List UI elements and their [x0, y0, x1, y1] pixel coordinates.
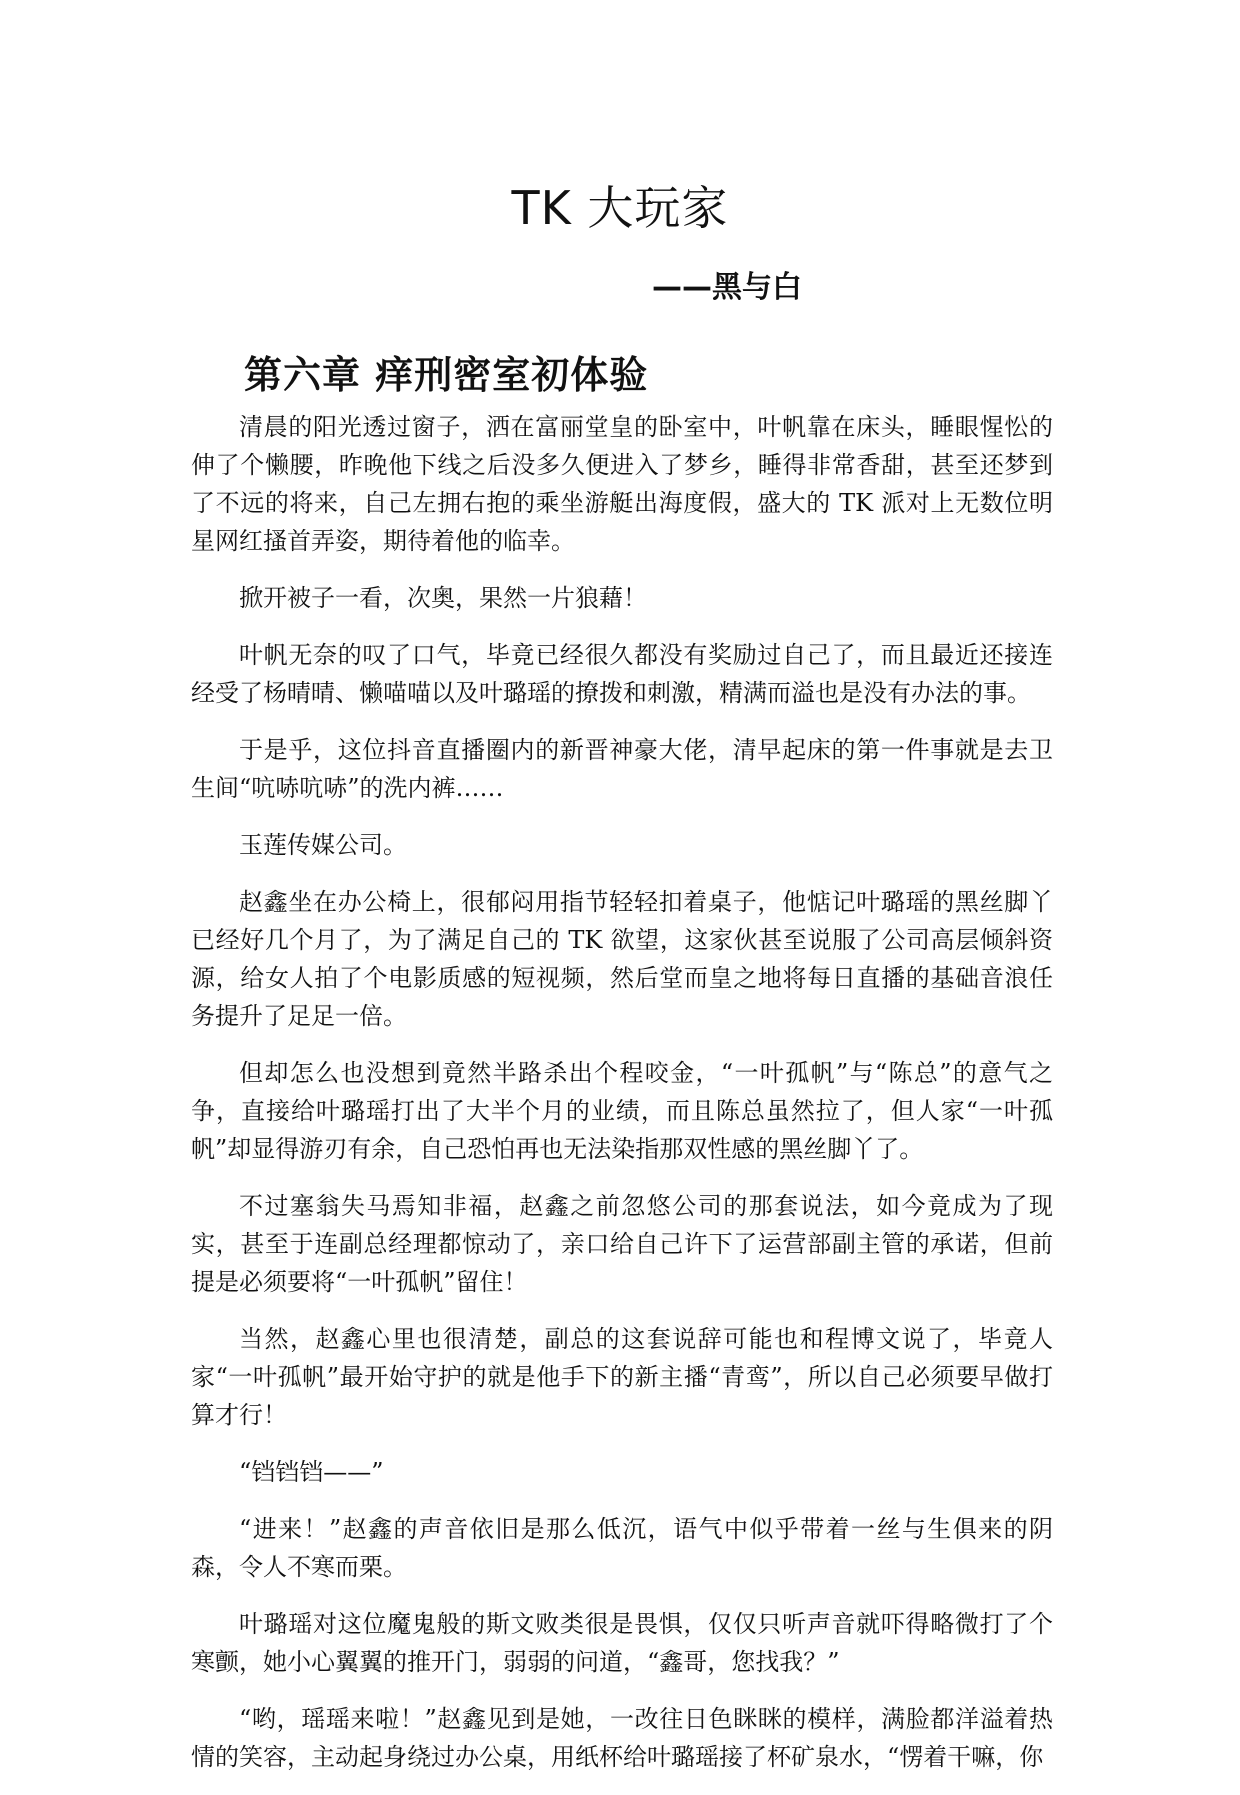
paragraph: 于是乎，这位抖音直播圈内的新晋神豪大佬，清早起床的第一件事就是去卫生间“吭哧吭哧”的洗内裤…… [191, 736, 1053, 802]
paragraph: 不过塞翁失马焉知非福，赵鑫之前忽悠公司的那套说法，如今竟成为了现实，甚至于连副总经理都惊动了，亲口给自己许下了运营部副主管的承诺，但前提是必须要将“一叶孤帆”留住！ [191, 1192, 1053, 1296]
chapter-title: 第六章 痒刑密室初体验 [244, 353, 649, 397]
book-title: TK 大玩家 [511, 181, 729, 235]
paragraph: 叶璐瑶对这位魔鬼般的斯文败类很是畏惧，仅仅只听声音就吓得略微打了个寒颤，她小心翼翼的推开门，弱弱的问道，“鑫哥，您找我？” [191, 1610, 1053, 1676]
paragraph: 掀开被子一看，次奥，果然一片狼藉！ [239, 584, 647, 612]
paragraph: 清晨的阳光透过窗子，洒在富丽堂皇的卧室中，叶帆靠在床头，睡眼惺忪的伸了个懒腰，昨晚他下线之后没多久便进入了梦乡，睡得非常香甜，甚至还梦到了不远的将来，自己左拥右抱的乘坐游艇出海度假，盛大的 TK 派对上无数位明星网红搔首弄姿，期待着他的临幸。 [191, 413, 1053, 555]
paragraph: “进来！”赵鑫的声音依旧是那么低沉，语气中似乎带着一丝与生俱来的阴森，令人不寒而栗。 [191, 1515, 1053, 1581]
paragraph: “铛铛铛——” [239, 1458, 384, 1486]
paragraph: 玉莲传媒公司。 [239, 831, 407, 859]
author-line: ——黑与白 [652, 270, 802, 305]
paragraph: “哟，瑶瑶来啦！”赵鑫见到是她，一改往日色眯眯的模样，满脸都洋溢着热情的笑容，主动起身绕过办公桌，用纸杯给叶璐瑶接了杯矿泉水，“愣着干嘛，你 [191, 1705, 1053, 1771]
paragraph: 但却怎么也没想到竟然半路杀出个程咬金，“一叶孤帆”与“陈总”的意气之争，直接给叶璐瑶打出了大半个月的业绩，而且陈总虽然拉了，但人家“一叶孤帆”却显得游刃有余，自己恐怕再也无法染指那双性感的黑丝脚丫了。 [191, 1059, 1053, 1163]
paragraph: 当然，赵鑫心里也很清楚，副总的这套说辞可能也和程博文说了，毕竟人家“一叶孤帆”最开始守护的就是他手下的新主播“青鸾”，所以自己必须要早做打算才行！ [191, 1325, 1053, 1429]
paragraph: 赵鑫坐在办公椅上，很郁闷用指节轻轻扣着桌子，他惦记叶璐瑶的黑丝脚丫已经好几个月了，为了满足自己的 TK 欲望，这家伙甚至说服了公司高层倾斜资源，给女人拍了个电影质感的短视频，然后堂而皇之地将每日直播的基础音浪任务提升了足足一倍。 [191, 888, 1053, 1030]
chapter-body [191, 408, 1053, 1795]
paragraph: 叶帆无奈的叹了口气，毕竟已经很久都没有奖励过自己了，而且最近还接连经受了杨晴晴、懒喵喵以及叶璐瑶的撩拨和刺激，精满而溢也是没有办法的事。 [191, 641, 1053, 707]
